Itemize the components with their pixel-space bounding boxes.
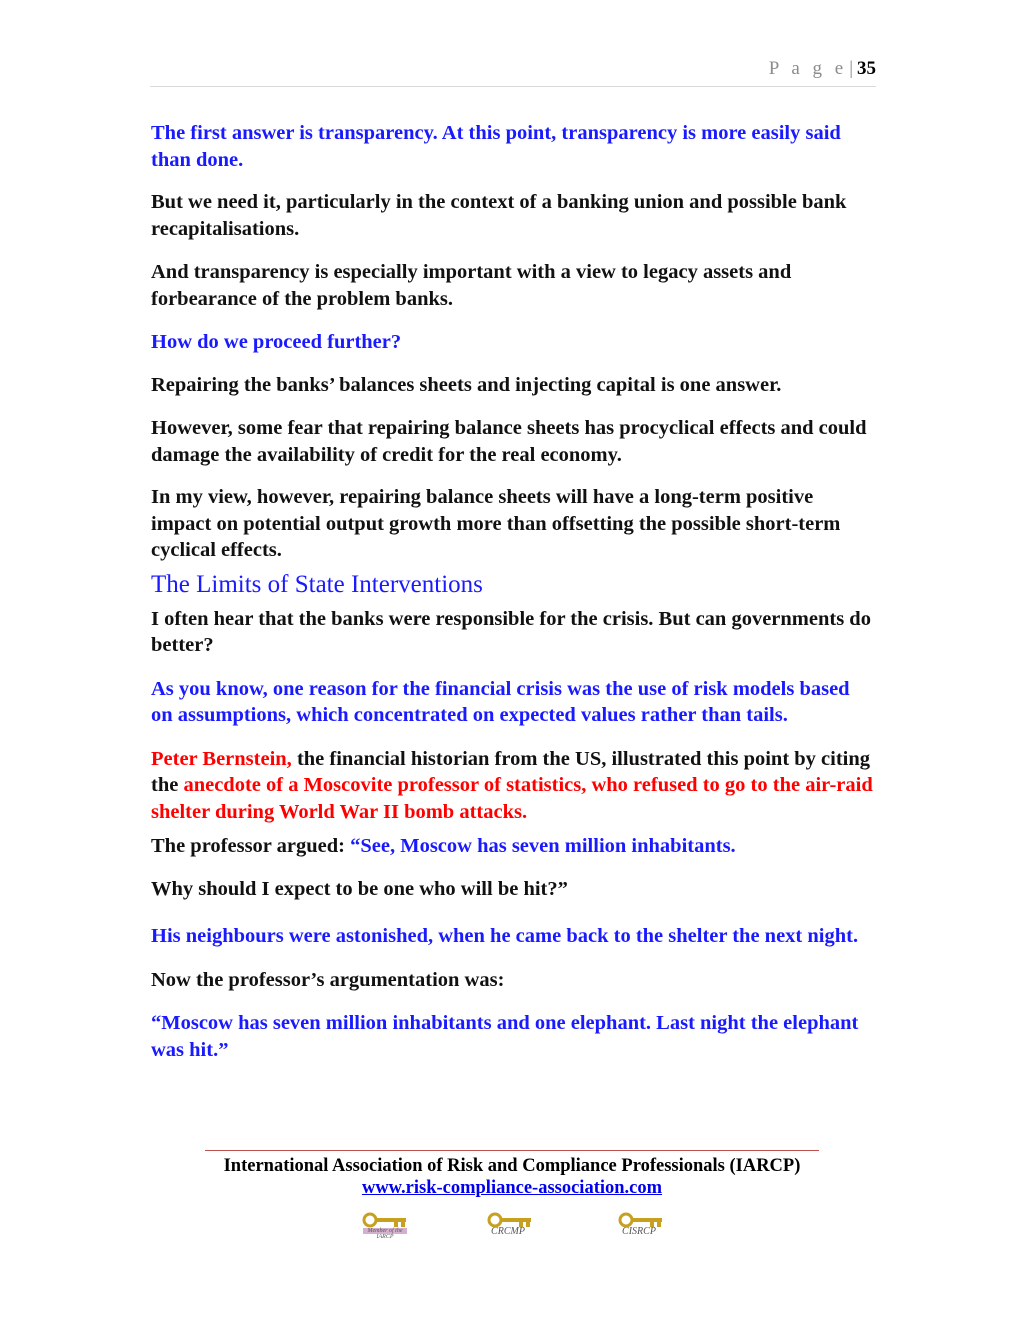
paragraph-argumentation: Now the professor’s argumentation was: [151, 968, 505, 991]
paragraph-risk-models: As you know, one reason for the financial crisis was the use of risk models based on assumptions, which concentrated on expected values rather than tails. [151, 677, 850, 726]
footer-url-link[interactable]: www.risk-compliance-association.com [361, 1178, 663, 1198]
paragraph-transparency: The first answer is transparency. At this point, transparency is more easily said than done. [151, 122, 841, 171]
footer-rule [205, 1150, 819, 1151]
paragraph-neighbours: His neighbours were astonished, when he came back to the shelter the next night. [151, 925, 859, 947]
page-label: P a g e [768, 58, 848, 79]
paragraph-how-proceed: How do we proceed further? [151, 331, 402, 353]
page-footer [150, 1150, 874, 1199]
logo-label-cisrcp: CISRCP [622, 1226, 656, 1237]
paragraph-bernstein [151, 746, 873, 826]
paragraph-procyclical: However, some fear that repairing balance sheets has procyclical effects and could damage the availability of credit for the real economy. [151, 417, 867, 466]
bernstein-name: Peter Bernstein, [151, 747, 292, 770]
paragraph-repairing: Repairing the banks’ balances sheets and injecting capital is one answer. [151, 373, 782, 396]
paragraph-legacy-assets: And transparency is especially important with a view to legacy assets and forbearance of the problem banks. [151, 261, 792, 310]
document-body [151, 120, 873, 1063]
paragraph-governments: I often hear that the banks were responsible for the crisis. But can governments do better? [151, 607, 871, 656]
footer-organization: International Association of Risk and Compliance Professionals (IARCP) [223, 1156, 801, 1176]
paragraph-my-view: In my view, however, repairing balance sheets will have a long-term positive impact on potential output growth more than offsetting the possible short-term cyclical effects. [151, 486, 841, 561]
section-heading: The Limits of State Interventions [151, 570, 483, 598]
logo-label-crcmp: CRCMP [491, 1226, 525, 1237]
bernstein-text: the financial historian from the US, illustrated this point by citing the [151, 747, 871, 796]
page-header [150, 58, 876, 87]
paragraph-why-hit: Why should I expect to be one who will be hit?” [151, 877, 568, 900]
paragraph-professor-argued [151, 833, 873, 860]
professor-quote: “See, Moscow has seven million inhabitants. [350, 835, 736, 857]
cisrcp-logo [614, 1212, 674, 1237]
page-separator: | [849, 58, 853, 79]
page-number: 35 [857, 58, 876, 79]
professor-intro: The professor argued: [151, 835, 351, 857]
logo-label-member: Member of the IARCP [367, 1228, 403, 1240]
paragraph-banking-union: But we need it, particularly in the context of a banking union and possible bank recapitalisations. [151, 191, 847, 240]
paragraph-elephant: “Moscow has seven million inhabitants and one elephant. Last night the elephant was hit.” [151, 1012, 859, 1061]
iarcp-member-logo [358, 1212, 418, 1241]
bernstein-anecdote: anecdote of a Moscovite professor of statistics, who refused to go to the air-raid shelter during World War II bomb attacks. [151, 774, 873, 823]
crcmp-logo [483, 1212, 543, 1237]
